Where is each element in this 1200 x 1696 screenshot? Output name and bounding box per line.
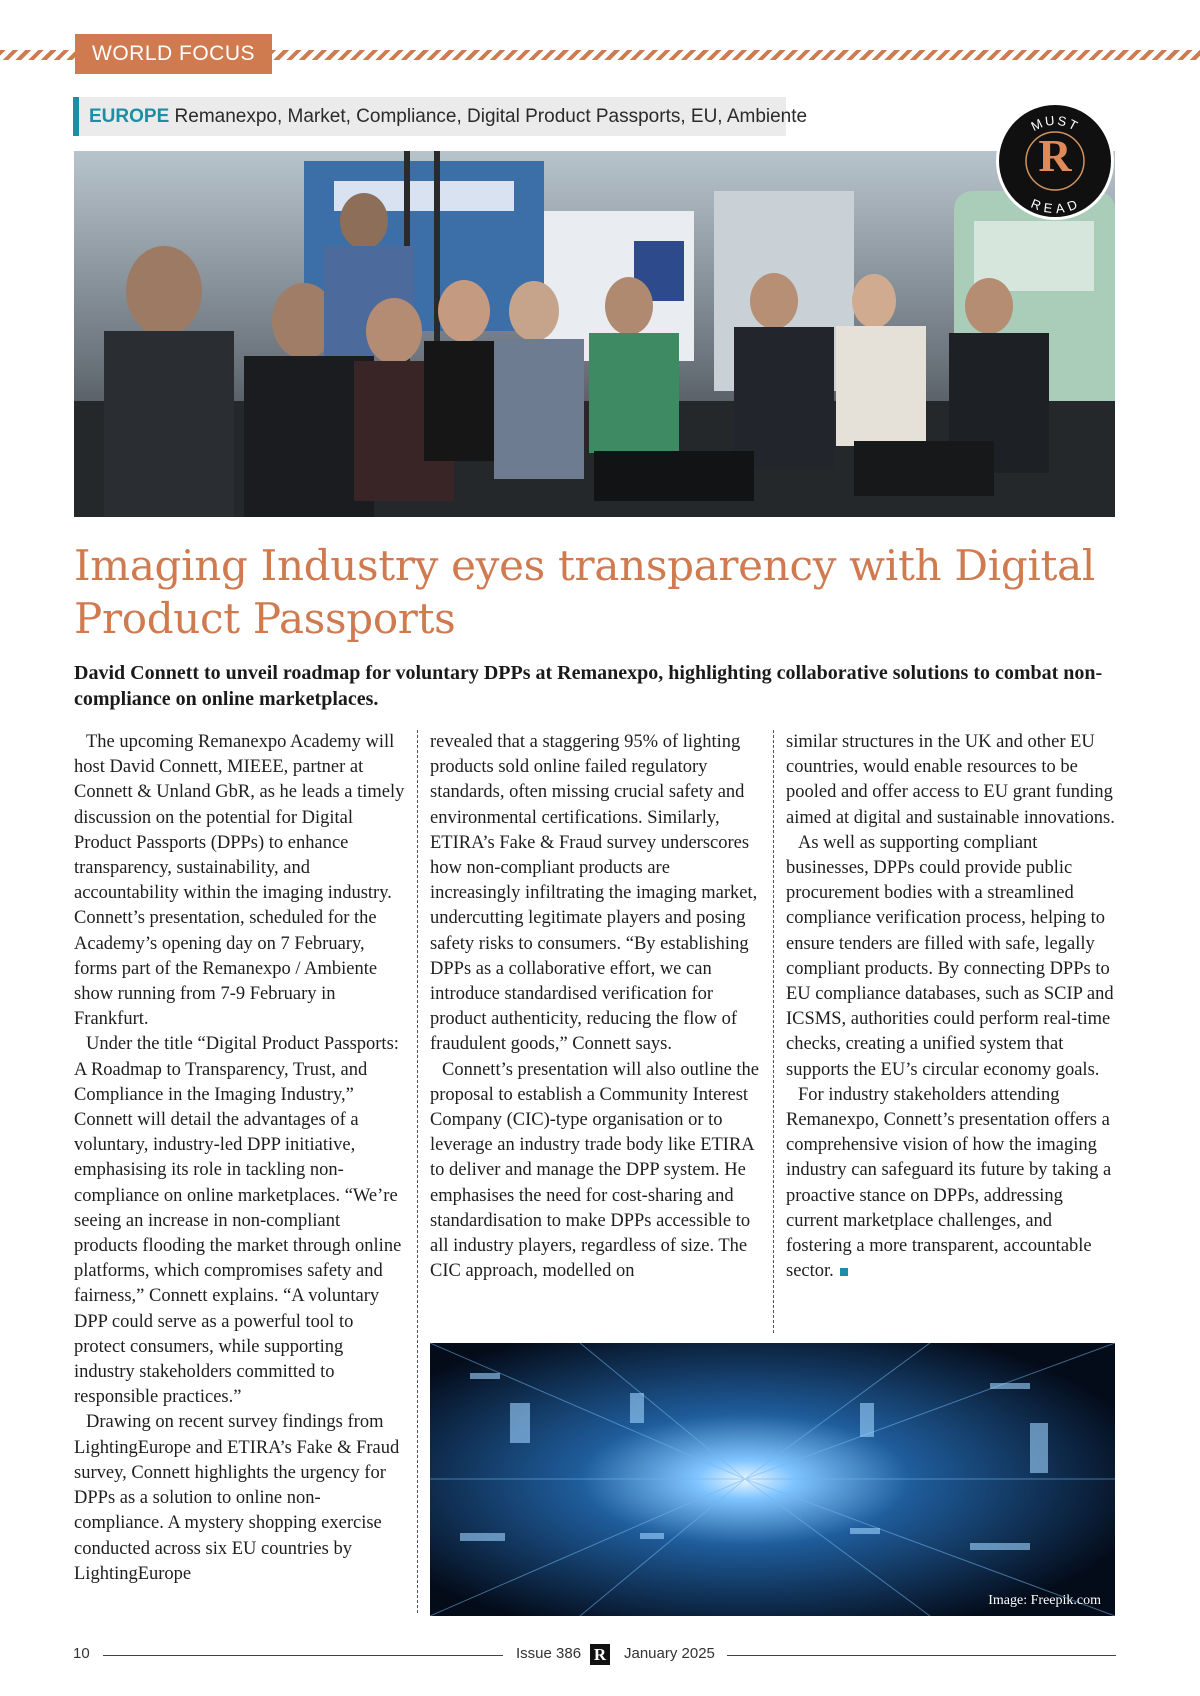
- tech-illustration: [430, 1343, 1115, 1616]
- paragraph: similar structures in the UK and other EU countries, would enable resources to be pooled and offer access to EU grant funding aimed at digital and sustainable innovations.: [786, 732, 1115, 828]
- paragraph-text: For industry stakeholders attending Remanexpo, Connett’s presentation offers a comprehensive vision of how the imaging industry can safeguard its future by taking a proactive stance on DPPs, addressing current marketplace challenges, and fostering a more transparent, accountable sector.: [786, 1084, 1112, 1282]
- issue-number: Issue 386: [516, 1645, 582, 1662]
- header-hatch-right: [258, 50, 1200, 60]
- footer-rule-right: [727, 1655, 1116, 1656]
- page-number: 10: [73, 1645, 90, 1662]
- section-label: WORLD FOCUS: [75, 34, 272, 74]
- body-column-2: [430, 730, 761, 1284]
- badge-bottom-text: READ: [1028, 195, 1082, 217]
- hero-photo-illustration: [74, 151, 1115, 517]
- issue-date: January 2025: [624, 1645, 715, 1662]
- svg-text:READ: [1029, 196, 1081, 216]
- topic-bar: [73, 97, 808, 136]
- header-hatch-left: [0, 50, 75, 60]
- paragraph: The upcoming Remanexpo Academy will host David Connett, MIEEE, partner at Connett & Unland GbR, as he leads a timely discussion on the potential for Digital Product Passports (DPPs) to enhance transparency, sustainability, and accountability within the imaging industry. Connett’s presentation, scheduled for the Academy’s opening day on 7 February, forms part of the Remanexpo / Ambiente show running from 7-9 February in Frankfurt.: [74, 732, 405, 1030]
- tech-illustration-graphic: [430, 1343, 1115, 1616]
- article-headline: Imaging Industry eyes transparency with Digital Product Passports: [74, 541, 1096, 643]
- topic-tags: Remanexpo, Market, Compliance, Digital Product Passports, EU, Ambiente: [174, 106, 808, 127]
- column-divider: [773, 730, 774, 1333]
- column-divider: [417, 730, 418, 1613]
- paragraph: Under the title “Digital Product Passports: A Roadmap to Transparency, Trust, and Compliance in the Imaging Industry,” Connett will detail the advantages of a voluntary, industry-led DPP initiative, emphasising its role in tackling non-compliance on online marketplaces. “We’re seeing an increase in non-compliant products flooding the market through online platforms, which compromises safety and fairness,” Connett explains. “A voluntary DPP could serve as a powerful tool to protect consumers, while supporting industry stakeholders committed to responsible practices.”: [74, 1034, 402, 1408]
- body-column-3: [786, 730, 1116, 1284]
- body-column-1: [74, 730, 408, 1587]
- paragraph: Drawing on recent survey findings from LightingEurope and ETIRA’s Fake & Fraud survey, Connett highlights the urgency for DPPs as a solution to online non-compliance. A mystery shopping exercise conducted across six EU countries by LightingEurope: [74, 1412, 400, 1584]
- badge-letter: R: [1038, 130, 1072, 181]
- paragraph: Connett’s presentation will also outline the proposal to establish a Community Interest Company (CIC)-type organisation or to leverage an industry trade body like ETIRA to deliver and manage the DPP system. He emphasises the need for cost-sharing and standardisation to make DPPs accessible to all industry players, regardless of size. The CIC approach, modelled on: [430, 1059, 760, 1282]
- end-of-article-icon: [840, 1268, 848, 1276]
- image-credit: Image: Freepik.com: [988, 1593, 1101, 1608]
- badge-top-text: MUST: [1028, 112, 1082, 135]
- paragraph: [786, 1083, 1116, 1285]
- topic-region: EUROPE: [89, 106, 170, 127]
- footer-rule-left: [103, 1655, 503, 1656]
- hero-photo: [74, 151, 1115, 517]
- magazine-logo: R: [590, 1644, 610, 1665]
- paragraph: revealed that a staggering 95% of lighting products sold online failed regulatory standards, often missing crucial safety and environmental certifications. Similarly, ETIRA’s Fake & Fraud survey underscores how non-compliant products are increasingly infiltrating the imaging market, undercutting legitimate players and posing safety risks to consumers. “By establishing DPPs as a collaborative effort, we can introduce standardised verification for product authenticity, reducing the flow of fraudulent goods,” Connett says.: [430, 732, 758, 1055]
- paragraph: As well as supporting compliant businesses, DPPs could provide public procurement bodies with a streamlined compliance verification process, helping to ensure tenders are filled with safe, legally compliant products. By connecting DPPs to EU compliance databases, such as SCIP and ICSMS, authorities could perform real-time checks, creating a unified system that supports the EU’s circular economy goals.: [786, 832, 1114, 1080]
- article-standfirst: David Connett to unveil roadmap for voluntary DPPs at Remanexpo, highlighting collaborative solutions to combat non-compliance on online marketplaces.: [74, 662, 1103, 710]
- must-read-badge: [996, 102, 1114, 220]
